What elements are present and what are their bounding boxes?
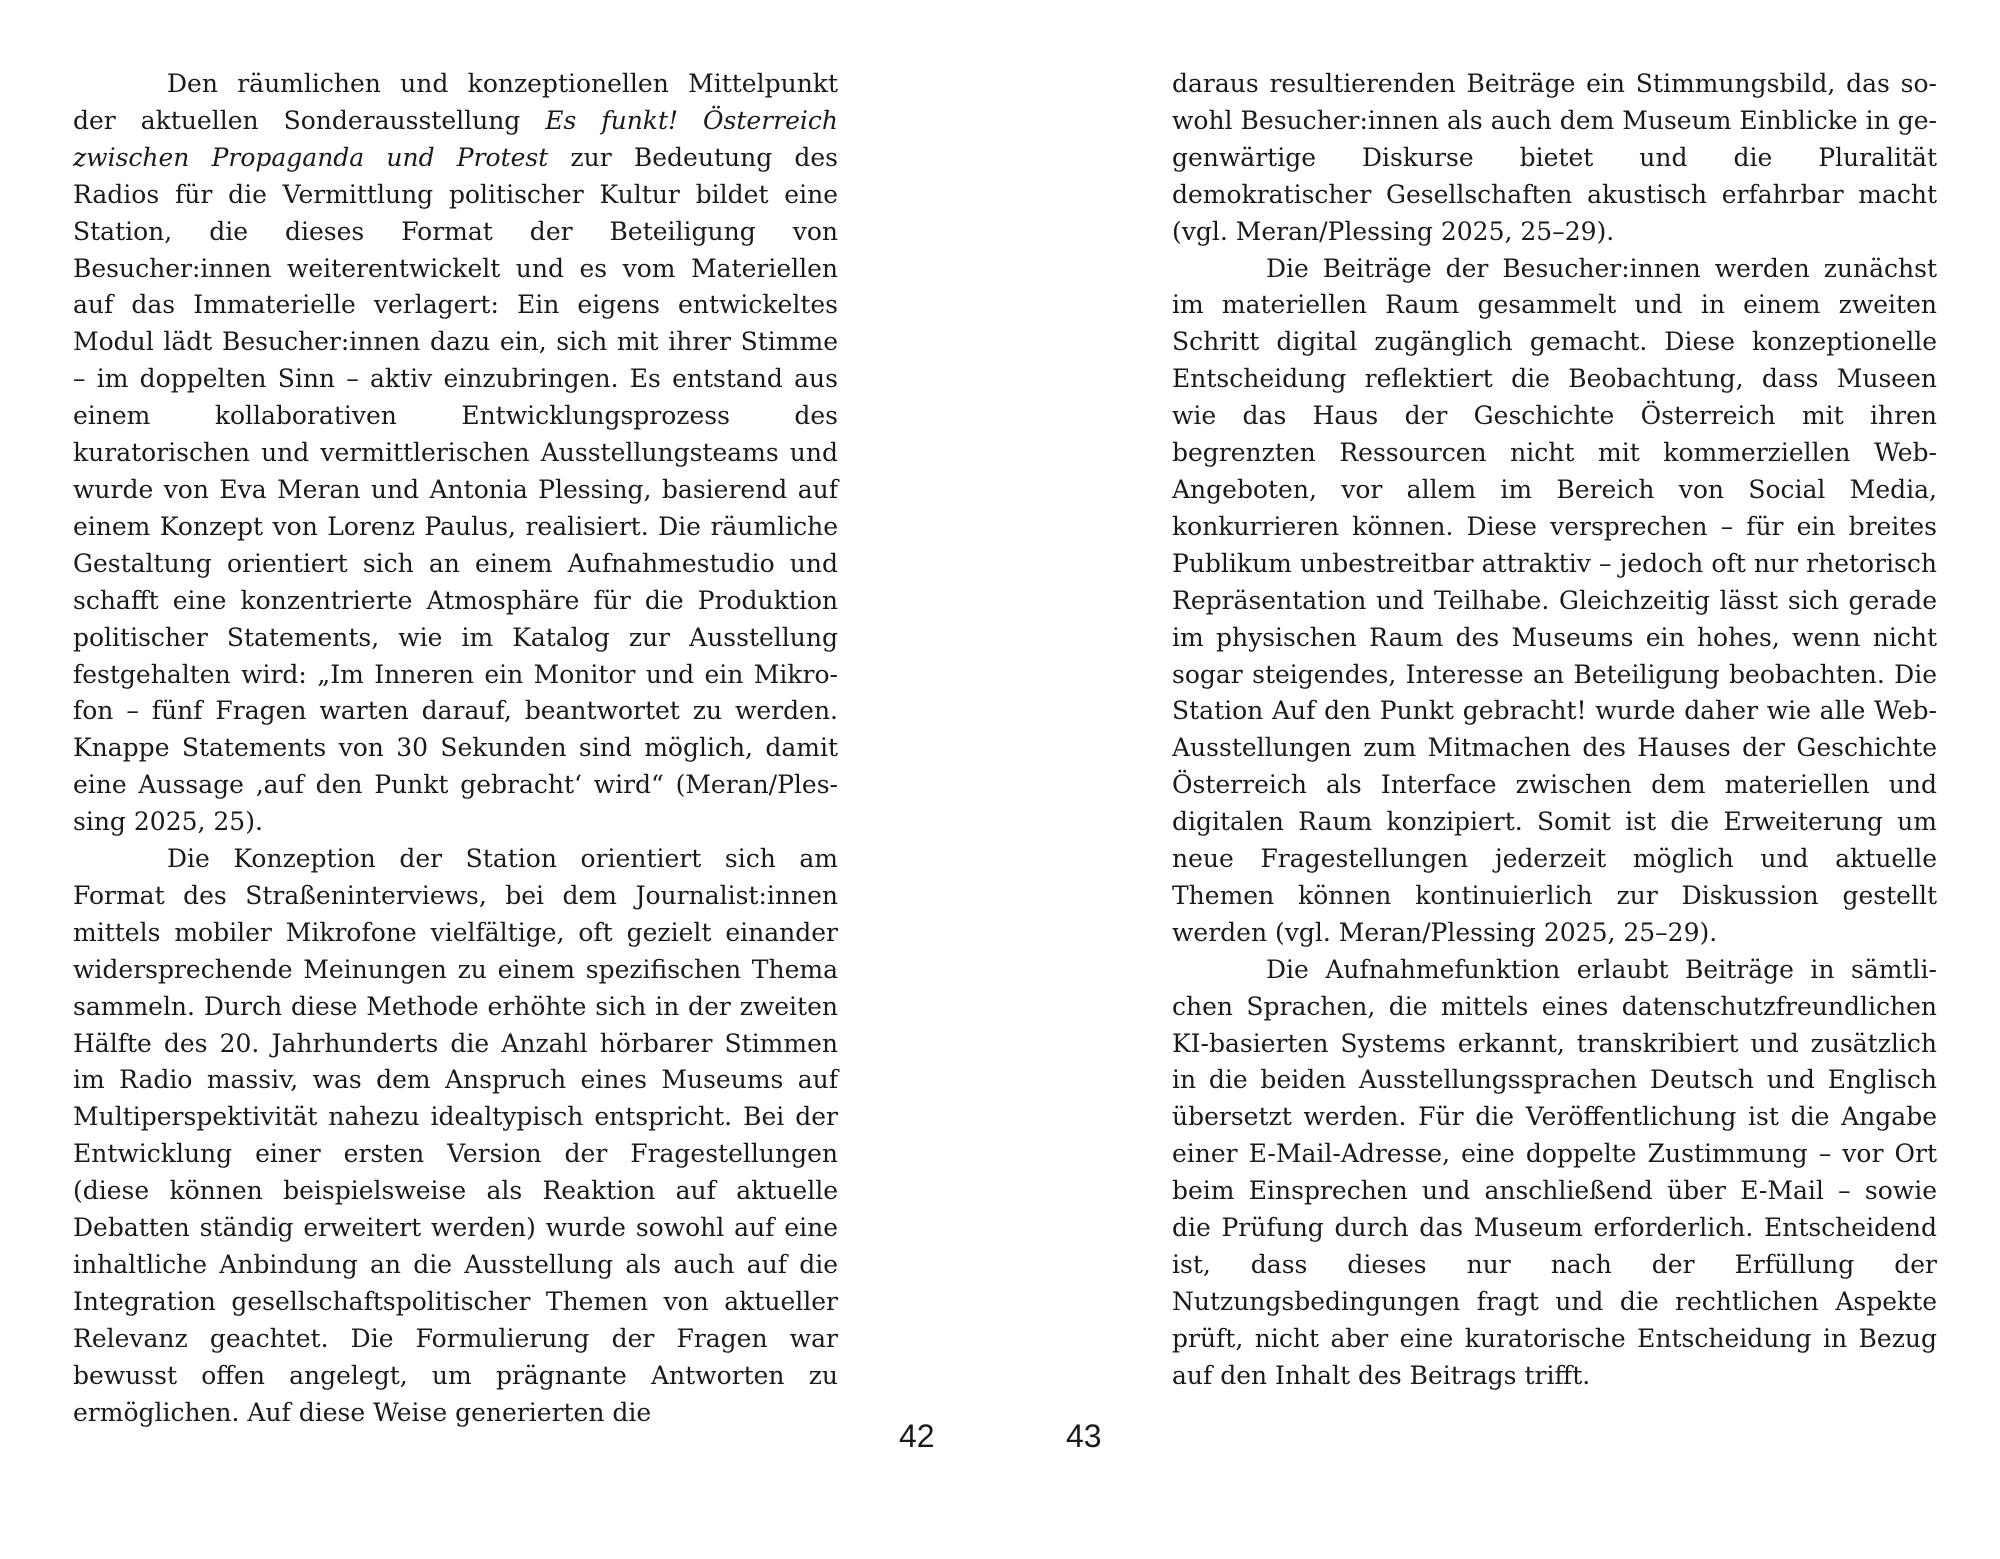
right-page-body [1172,66,1937,1395]
left-paragraph-1-rest: zur Bedeutung des Radios für die Vermittlung politischer Kultur bildet eine Station, die dieses Format der Beteiligung von Besucher:innen weiterentwickelt und es vom Materiellen auf das Immaterielle verlagert: Ein eigens entwickeltes Modul lädt Besucher:innen dazu ein, sich mit ihrer Stimme – im doppelten Sinn – aktiv einzubringen. Es entstand aus einem kollaborativen Entwicklungsprozess des kuratorischen und vermittlerischen Ausstellungsteams und wurde von Eva Meran und Antonia Plessing, basierend auf einem Konzept von Lorenz Paulus, realisiert. Die räumliche Gestaltung orientiert sich an einem Aufnahmestudio und schafft eine konzentrierte Atmosphäre für die Produktion politischer Statements, wie im Katalog zur Ausstellung festgehalten wird: „Im Inneren ein Monitor und ein Mikrofon – fünf Fragen warten darauf, beantwortet zu werden. Knappe Statements von 30 Sekunden sind möglich, damit eine Aussage ‚auf den Punkt gebracht‘ wird“ (Meran/Plessing 2025, 25). [73,142,838,837]
left-page-body [73,66,838,1432]
page-number-right: 43 [1066,1418,1102,1454]
page-number-left: 42 [899,1418,935,1454]
left-paragraph-1 [73,66,838,841]
right-paragraph-2: Die Aufnahmefunktion erlaubt Beiträge in sämtlichen Sprachen, die mittels eines datenschutzfreundlichen KI-basierten Systems erkannt, transkribiert und zusätzlich in die beiden Ausstellungssprachen Deutsch und Englisch übersetzt werden. Für die Veröffentlichung ist die Angabe einer E-Mail-Adresse, eine doppelte Zustimmung – vor Ort beim Einsprechen und anschließend über E-Mail – sowie die Prüfung durch das Museum erforderlich. Entscheidend ist, dass dieses nur nach der Erfüllung der Nutzungsbedingungen fragt und die rechtlichen Aspekte prüft, nicht aber eine kuratorische Entscheidung in Bezug auf den Inhalt des Beitrags trifft. [1172,954,1937,1390]
right-paragraph-continuation: daraus resultierenden Beiträge ein Stimmungsbild, das sowohl Besucher:innen als auch dem Museum Einblicke in gegenwärtige Diskurse bietet und die Pluralität demokratischer Gesellschaften akustisch erfahrbar macht (vgl. Meran/Plessing 2025, 25–29). [1172,69,1937,246]
left-paragraph-2: Die Konzeption der Station orientiert sich am Format des Straßeninterviews, bei dem Journalist:innen mittels mobiler Mikrofone vielfältige, oft gezielt einander widersprechende Meinungen zu einem spezifischen Thema sammeln. Durch diese Methode erhöhte sich in der zweiten Hälfte des 20. Jahrhunderts die Anzahl hörbarer Stimmen im Radio massiv, was dem Anspruch eines Museums auf Multiperspektivität nahezu idealtypisch entspricht. Bei der Entwicklung einer ersten Version der Fragestellungen (diese können beispielsweise als Reaktion auf aktuelle Debatten ständig erweitert werden) wurde sowohl auf eine inhaltliche Anbindung an die Ausstellung als auch auf die Integration gesellschaftspolitischer Themen von aktueller Relevanz geachtet. Die Formulierung der Fragen war bewusst offen angelegt, um prägnante Antworten zu ermöglichen. Auf diese Weise generierten die [73,844,838,1427]
left-paragraph-1-intro: Den räumlichen und konzeptionellen Mittelpunkt der aktuellen Sonderausstellung [73,69,838,135]
exhibition-title: Es funkt! Österreich zwischen Propaganda und Protest [73,105,838,172]
right-paragraph-1: Die Beiträge der Besucher:innen werden zunächst im materiellen Raum gesammelt und in einem zweiten Schritt digital zugänglich gemacht. Diese konzeptionelle Entscheidung reflektiert die Beobachtung, dass Museen wie das Haus der Geschichte Österreich mit ihren begrenzten Ressourcen nicht mit kommerziellen Web-Angeboten, vor allem im Bereich von Social Media, konkurrieren können. Diese versprechen – für ein breites Publikum unbestreitbar attraktiv – jedoch oft nur rhetorisch Repräsentation und Teilhabe. Gleichzeitig lässt sich gerade im physischen Raum des Museums ein hohes, wenn nicht sogar steigendes, Interesse an Beteiligung beobachten. Die Station Auf den Punkt gebracht! wurde daher wie alle Web-Ausstellungen zum Mitmachen des Hauses der Geschichte Österreich als Interface zwischen dem materiellen und digitalen Raum konzipiert. Somit ist die Erweiterung um neue Fragestellungen jederzeit möglich und aktuelle Themen können kontinuierlich zur Diskussion gestellt werden (vgl. Meran/Plessing 2025, 25–29). [1172,253,1937,947]
